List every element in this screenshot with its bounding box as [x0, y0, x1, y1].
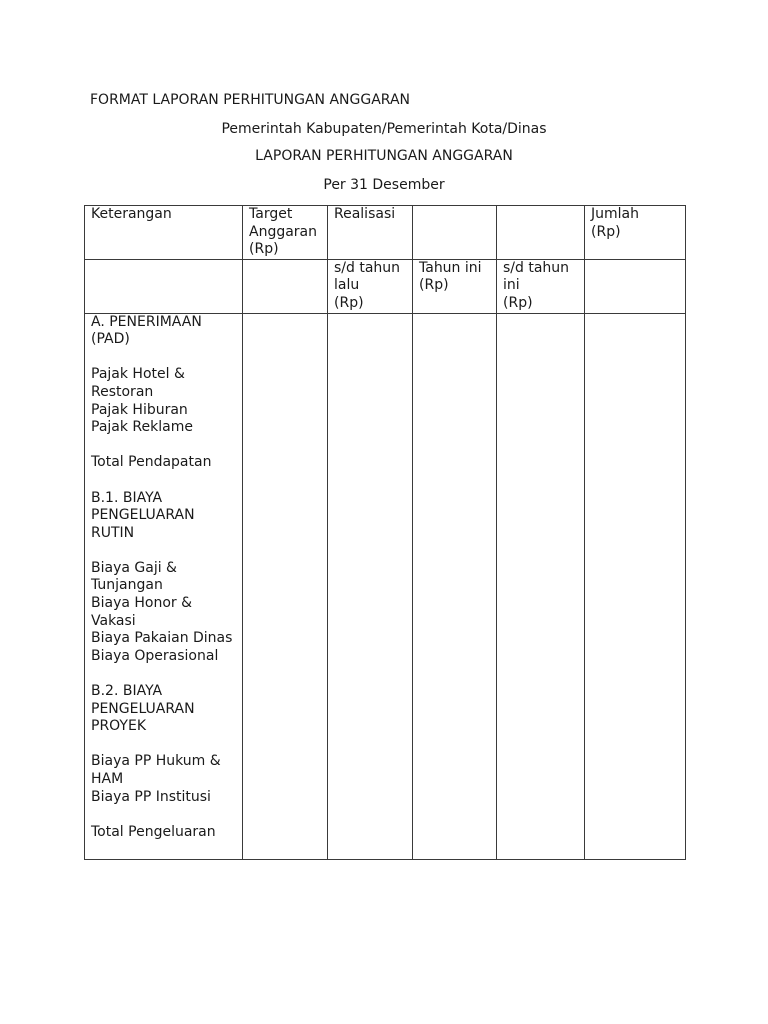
subheader-cell-empty-1 — [85, 259, 243, 313]
blank-spacer — [91, 736, 236, 754]
item-b2-line2: PENGELUARAN — [91, 700, 195, 717]
document-subtitle-date: Per 31 Desember — [323, 177, 445, 193]
subheader-sd-lalu-line2: lalu — [334, 277, 360, 294]
body-cell-sd-tahun-ini — [497, 313, 585, 859]
item-honor-line1: Biaya Honor & — [91, 595, 193, 612]
body-cell-sd-tahun-lalu — [328, 313, 413, 859]
subheader-cell-sd-tahun-lalu — [328, 259, 413, 313]
header-cell-jumlah — [585, 206, 686, 260]
subheader-sd-ini-line3: (Rp) — [503, 294, 533, 311]
item-institusi: Biaya PP Institusi — [91, 788, 211, 805]
header-realisasi-text: Realisasi — [334, 206, 396, 222]
body-cell-jumlah — [585, 313, 686, 859]
item-pajak-hotel-line2: Restoran — [91, 383, 154, 400]
subheader-cell-empty-3 — [585, 259, 686, 313]
item-pakaian-dinas: Biaya Pakaian Dinas — [91, 630, 233, 647]
subheader-cell-tahun-ini — [413, 259, 497, 313]
header-jumlah-line2: (Rp) — [591, 223, 621, 240]
blank-spacer — [91, 665, 236, 683]
header-target-line3: (Rp) — [249, 241, 279, 258]
budget-report-table — [84, 205, 686, 860]
body-cell-target-anggaran — [243, 313, 328, 859]
item-honor-line2: Vakasi — [91, 612, 136, 629]
header-keterangan-text: Keterangan — [91, 206, 172, 222]
item-penerimaan-line2: (PAD) — [91, 331, 130, 348]
blank-spacer — [91, 472, 236, 490]
header-cell-keterangan — [85, 206, 243, 260]
item-gaji-line1: Biaya Gaji & — [91, 559, 177, 576]
table-header-row-2 — [85, 259, 686, 313]
item-hukum-line1: Biaya PP Hukum & — [91, 753, 221, 770]
item-gaji-line2: Tunjangan — [91, 577, 163, 594]
subheader-cell-empty-2 — [243, 259, 328, 313]
document-subtitle-government: Pemerintah Kabupaten/Pemerintah Kota/Dinas — [221, 121, 547, 137]
item-b1-line3: RUTIN — [91, 524, 135, 541]
body-cell-tahun-ini — [413, 313, 497, 859]
item-b2-line1: B.2. BIAYA — [91, 683, 163, 700]
item-b2-line3: PROYEK — [91, 718, 147, 735]
header-cell-target-anggaran — [243, 206, 328, 260]
item-total-pengeluaran: Total Pengeluaran — [91, 823, 216, 840]
item-pajak-hotel-line1: Pajak Hotel & — [91, 366, 185, 383]
header-cell-empty-2 — [497, 206, 585, 260]
subheader-sd-ini-line1: s/d tahun — [503, 259, 570, 276]
header-cell-empty-1 — [413, 206, 497, 260]
header-jumlah-line1: Jumlah — [591, 206, 639, 222]
subheader-tahun-ini-line1: Tahun ini — [419, 259, 482, 276]
header-cell-realisasi — [328, 206, 413, 260]
item-pajak-reklame: Pajak Reklame — [91, 419, 193, 436]
subheader-sd-ini-line2: ini — [503, 277, 520, 294]
blank-spacer — [91, 542, 236, 560]
blank-spacer — [91, 349, 236, 367]
subheader-sd-lalu-line3: (Rp) — [334, 294, 364, 311]
table-body-row — [85, 313, 686, 859]
item-penerimaan-line1: A. PENERIMAAN — [91, 313, 202, 330]
document-subtitle-report: LAPORAN PERHITUNGAN ANGGARAN — [255, 148, 513, 164]
item-total-pendapatan: Total Pendapatan — [91, 454, 212, 471]
item-operasional: Biaya Operasional — [91, 647, 219, 664]
item-pajak-hiburan: Pajak Hiburan — [91, 401, 188, 418]
blank-spacer — [91, 437, 236, 455]
blank-spacer — [91, 806, 236, 824]
table-header-row-1 — [85, 206, 686, 260]
item-hukum-line2: HAM — [91, 771, 124, 787]
header-target-line1: Target — [249, 206, 293, 222]
item-b1-line2: PENGELUARAN — [91, 507, 195, 524]
subheader-cell-sd-tahun-ini — [497, 259, 585, 313]
document-heading: FORMAT LAPORAN PERHITUNGAN ANGGARAN — [90, 92, 411, 108]
subheader-tahun-ini-line2: (Rp) — [419, 277, 449, 294]
item-b1-line1: B.1. BIAYA — [91, 489, 163, 506]
subheader-sd-lalu-line1: s/d tahun — [334, 259, 401, 276]
header-target-line2: Anggaran — [249, 223, 318, 240]
body-cell-keterangan — [85, 313, 243, 859]
